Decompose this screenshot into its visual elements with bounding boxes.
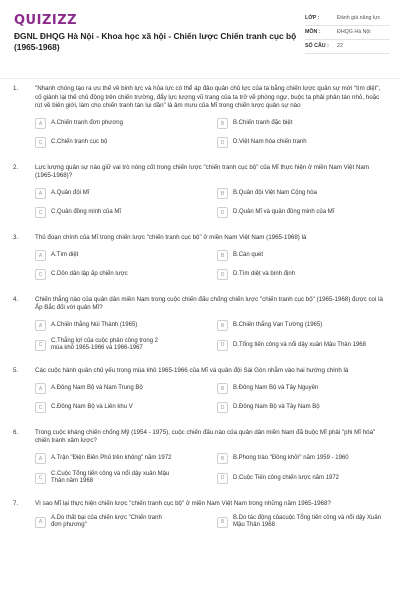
option-b[interactable]: [217, 515, 399, 530]
question-3: [0, 234, 400, 287]
question-list: [0, 85, 400, 535]
options: [35, 452, 388, 491]
option-letter: A: [35, 517, 46, 528]
info-panel: [305, 12, 390, 54]
options: [35, 382, 388, 420]
option-letter: B: [217, 188, 228, 199]
option-letter: C: [35, 402, 46, 413]
option-text: C.Chiến tranh cục bộ: [51, 138, 108, 145]
option-text: D.Tìm diệt và bình định: [233, 270, 296, 277]
info-value: ĐHQG Hà Nội: [337, 29, 371, 35]
question-text: Lực lượng quân sự nào giữ vai trò nòng cốt trong chiến lược "chiến tranh cục bộ" của Mĩ thực hiện ở miền Nam Việt Nam (1965-1968)?: [35, 163, 369, 180]
option-text: C.Dồn dân lập ấp chiến lược: [51, 270, 128, 277]
info-row-class: [305, 12, 390, 26]
option-text: A.Trận "Điện Biên Phủ trên không" năm 1972: [51, 454, 172, 461]
option-text: D.Quân Mĩ và quân đồng minh của Mĩ: [233, 209, 335, 216]
option-text: C.Thắng lợi của cuộc phản công trong 2 mùa khô 1965-1966 và 1966-1967: [51, 337, 159, 352]
option-a[interactable]: [35, 452, 217, 466]
question-text: Trong cuộc kháng chiến chống Mỹ (1954 - 1975), cuộc chiến đấu nào của quân dân miền Nam đã buộc Mĩ phải "phi Mĩ hóa" chiến tranh xâm lược?: [35, 428, 376, 445]
question-2: [0, 164, 400, 225]
option-text: B.Đông Nam Bộ và Tây Nguyên: [233, 384, 319, 391]
option-a[interactable]: [35, 187, 217, 201]
option-letter: A: [35, 250, 46, 261]
option-text: A.Quân đội Mĩ: [51, 190, 90, 197]
question-6: [0, 429, 400, 491]
option-text: C.Đông Nam Bộ và Liên khu V: [51, 403, 133, 410]
option-letter: C: [35, 207, 46, 218]
option-letter: A: [35, 453, 46, 464]
option-letter: C: [35, 340, 46, 351]
info-label: SỐ CÂU :: [305, 43, 329, 49]
question-7: [0, 500, 400, 535]
question-number: 5.: [13, 366, 19, 374]
option-d[interactable]: [217, 401, 399, 415]
question-text: Chiến thắng nào của quân dân miền Nam trong cuộc chiến đấu chống chiến lược "chiến tranh cục bộ" (1965-1968) được coi là Ấp Bắc đối với quân Mĩ?: [35, 295, 383, 312]
option-text: B.Chiến thắng Vạn Tường (1965): [233, 321, 323, 328]
option-c[interactable]: [35, 401, 217, 415]
info-row-subject: [305, 26, 390, 40]
option-letter: B: [217, 383, 228, 394]
option-a[interactable]: [35, 117, 217, 131]
option-b[interactable]: [217, 187, 399, 201]
option-c[interactable]: [35, 268, 217, 282]
question-4: [0, 296, 400, 358]
option-text: C.Quân đồng minh của Mĩ: [51, 209, 122, 216]
option-text: A.Đông Nam Bộ và Nam Trung Bộ: [51, 384, 143, 391]
question-number: 2.: [13, 163, 19, 171]
option-b[interactable]: [217, 117, 399, 131]
question-text: Các cuộc hành quân chủ yếu trong mùa khô 1965-1966 của Mĩ và quân đội Sài Gòn nhằm vào hai hướng chính là: [35, 366, 349, 374]
option-letter: D: [217, 207, 228, 218]
question-text: Vì sao Mĩ lại thực hiện chiến lược "chiến tranh cục bộ" ở miền Nam Việt Nam trong những năm 1965-1968?: [35, 499, 331, 507]
option-text: D.Cuộc Tiến công chiến lược năm 1972: [233, 474, 340, 481]
option-letter: D: [217, 473, 228, 484]
info-value: 22: [337, 43, 343, 49]
question-text: Thủ đoạn chính của Mĩ trong chiến lược "chiến tranh cục bộ" ở miền Nam Việt Nam (1965-1968) là: [35, 233, 307, 241]
option-letter: A: [35, 118, 46, 129]
option-a[interactable]: [35, 515, 217, 530]
option-letter: D: [217, 402, 228, 413]
option-b[interactable]: [217, 452, 399, 466]
option-text: A.Chiến thắng Núi Thành (1965): [51, 321, 138, 328]
info-row-count: [305, 40, 390, 54]
option-c[interactable]: [35, 471, 217, 486]
option-letter: D: [217, 269, 228, 280]
question-number: 3.: [13, 233, 19, 241]
question-number: 6.: [13, 428, 19, 436]
document-title: ĐGNL ĐHQG Hà Nội - Khoa học xã hội - Chiến lược Chiến tranh cục bộ (1965-1968): [14, 31, 297, 52]
option-letter: C: [35, 473, 46, 484]
option-d[interactable]: [217, 136, 399, 150]
option-letter: B: [217, 250, 228, 261]
question-number: 7.: [13, 499, 19, 507]
options: [35, 249, 388, 287]
options: [35, 515, 388, 535]
option-c[interactable]: [35, 136, 217, 150]
option-d[interactable]: [217, 206, 399, 220]
quizizz-logo: QUIZIZZ: [14, 13, 78, 28]
question-1: [0, 85, 400, 155]
option-letter: C: [35, 137, 46, 148]
option-b[interactable]: [217, 249, 399, 263]
option-letter: C: [35, 269, 46, 280]
option-text: D.Việt Nam hóa chiến tranh: [233, 138, 307, 145]
option-letter: B: [217, 118, 228, 129]
question-number: 1.: [13, 85, 19, 92]
option-d[interactable]: [217, 268, 399, 282]
option-d[interactable]: [217, 338, 399, 353]
option-text: B.Chiến tranh đặc biệt: [233, 119, 293, 126]
option-text: D.Đông Nam Bộ và Tây Nam Bộ: [233, 403, 320, 410]
info-value: Đánh giá năng lực: [337, 15, 381, 21]
option-a[interactable]: [35, 319, 217, 333]
option-text: B.Quân đội Việt Nam Cộng hòa: [233, 190, 317, 197]
options: [35, 187, 388, 225]
option-letter: B: [217, 517, 228, 528]
option-letter: D: [217, 340, 228, 351]
option-text: D.Tổng tiến công và nổi dậy xuân Mậu Thân 1968: [233, 341, 366, 348]
options: [35, 117, 388, 155]
info-label: LỚP :: [305, 15, 320, 21]
option-text: A.Tìm diệt: [51, 251, 79, 258]
option-text: A.Chiến tranh đơn phương: [51, 119, 123, 126]
option-a[interactable]: [35, 249, 217, 263]
option-a[interactable]: [35, 382, 217, 396]
option-b[interactable]: [217, 382, 399, 396]
options: [35, 319, 388, 358]
option-letter: A: [35, 188, 46, 199]
option-letter: B: [217, 453, 228, 464]
question-text: "Nhanh chóng tạo ra ưu thế về binh lực và hỏa lực có thể áp đảo quân chủ lực của ta bằng chiến lược quân sự mới "tìm diệt", cố giành lại thế chủ động trên chiến trường, đẩy lực lượng vũ trang của ta trở về phòng ngự, buộc ta phải phân tán nhỏ, hoặc rút về biên giới, làm cho chiến tranh tàn lụi dần" là âm mưu của Mĩ trong chiến lược quân sự nào: [35, 85, 381, 110]
question-number: 4.: [13, 295, 19, 303]
option-letter: A: [35, 383, 46, 394]
option-c[interactable]: [35, 338, 217, 353]
info-label: MÔN :: [305, 29, 321, 35]
option-b[interactable]: [217, 319, 399, 333]
option-text: B.Do tác động củacuộc Tổng tiến công và nổi dậy Xuân Mậu Thân 1968: [233, 514, 381, 529]
option-letter: A: [35, 320, 46, 331]
page-header: [0, 0, 400, 72]
option-text: B.Càn quét: [233, 251, 264, 258]
option-letter: D: [217, 137, 228, 148]
option-letter: B: [217, 320, 228, 331]
option-c[interactable]: [35, 206, 217, 220]
option-text: B.Phong trào "Đồng khởi" năm 1959 - 1960: [233, 454, 349, 461]
option-text: C.Cuộc Tổng tiến công và nổi dậy xuân Mậu Thân năm 1968: [51, 470, 170, 485]
header-divider: [0, 78, 400, 79]
question-5: [0, 367, 400, 420]
option-d[interactable]: [217, 471, 399, 486]
option-text: A.Do thất bại của chiến lược "Chiến tranh đơn phương": [51, 514, 162, 529]
